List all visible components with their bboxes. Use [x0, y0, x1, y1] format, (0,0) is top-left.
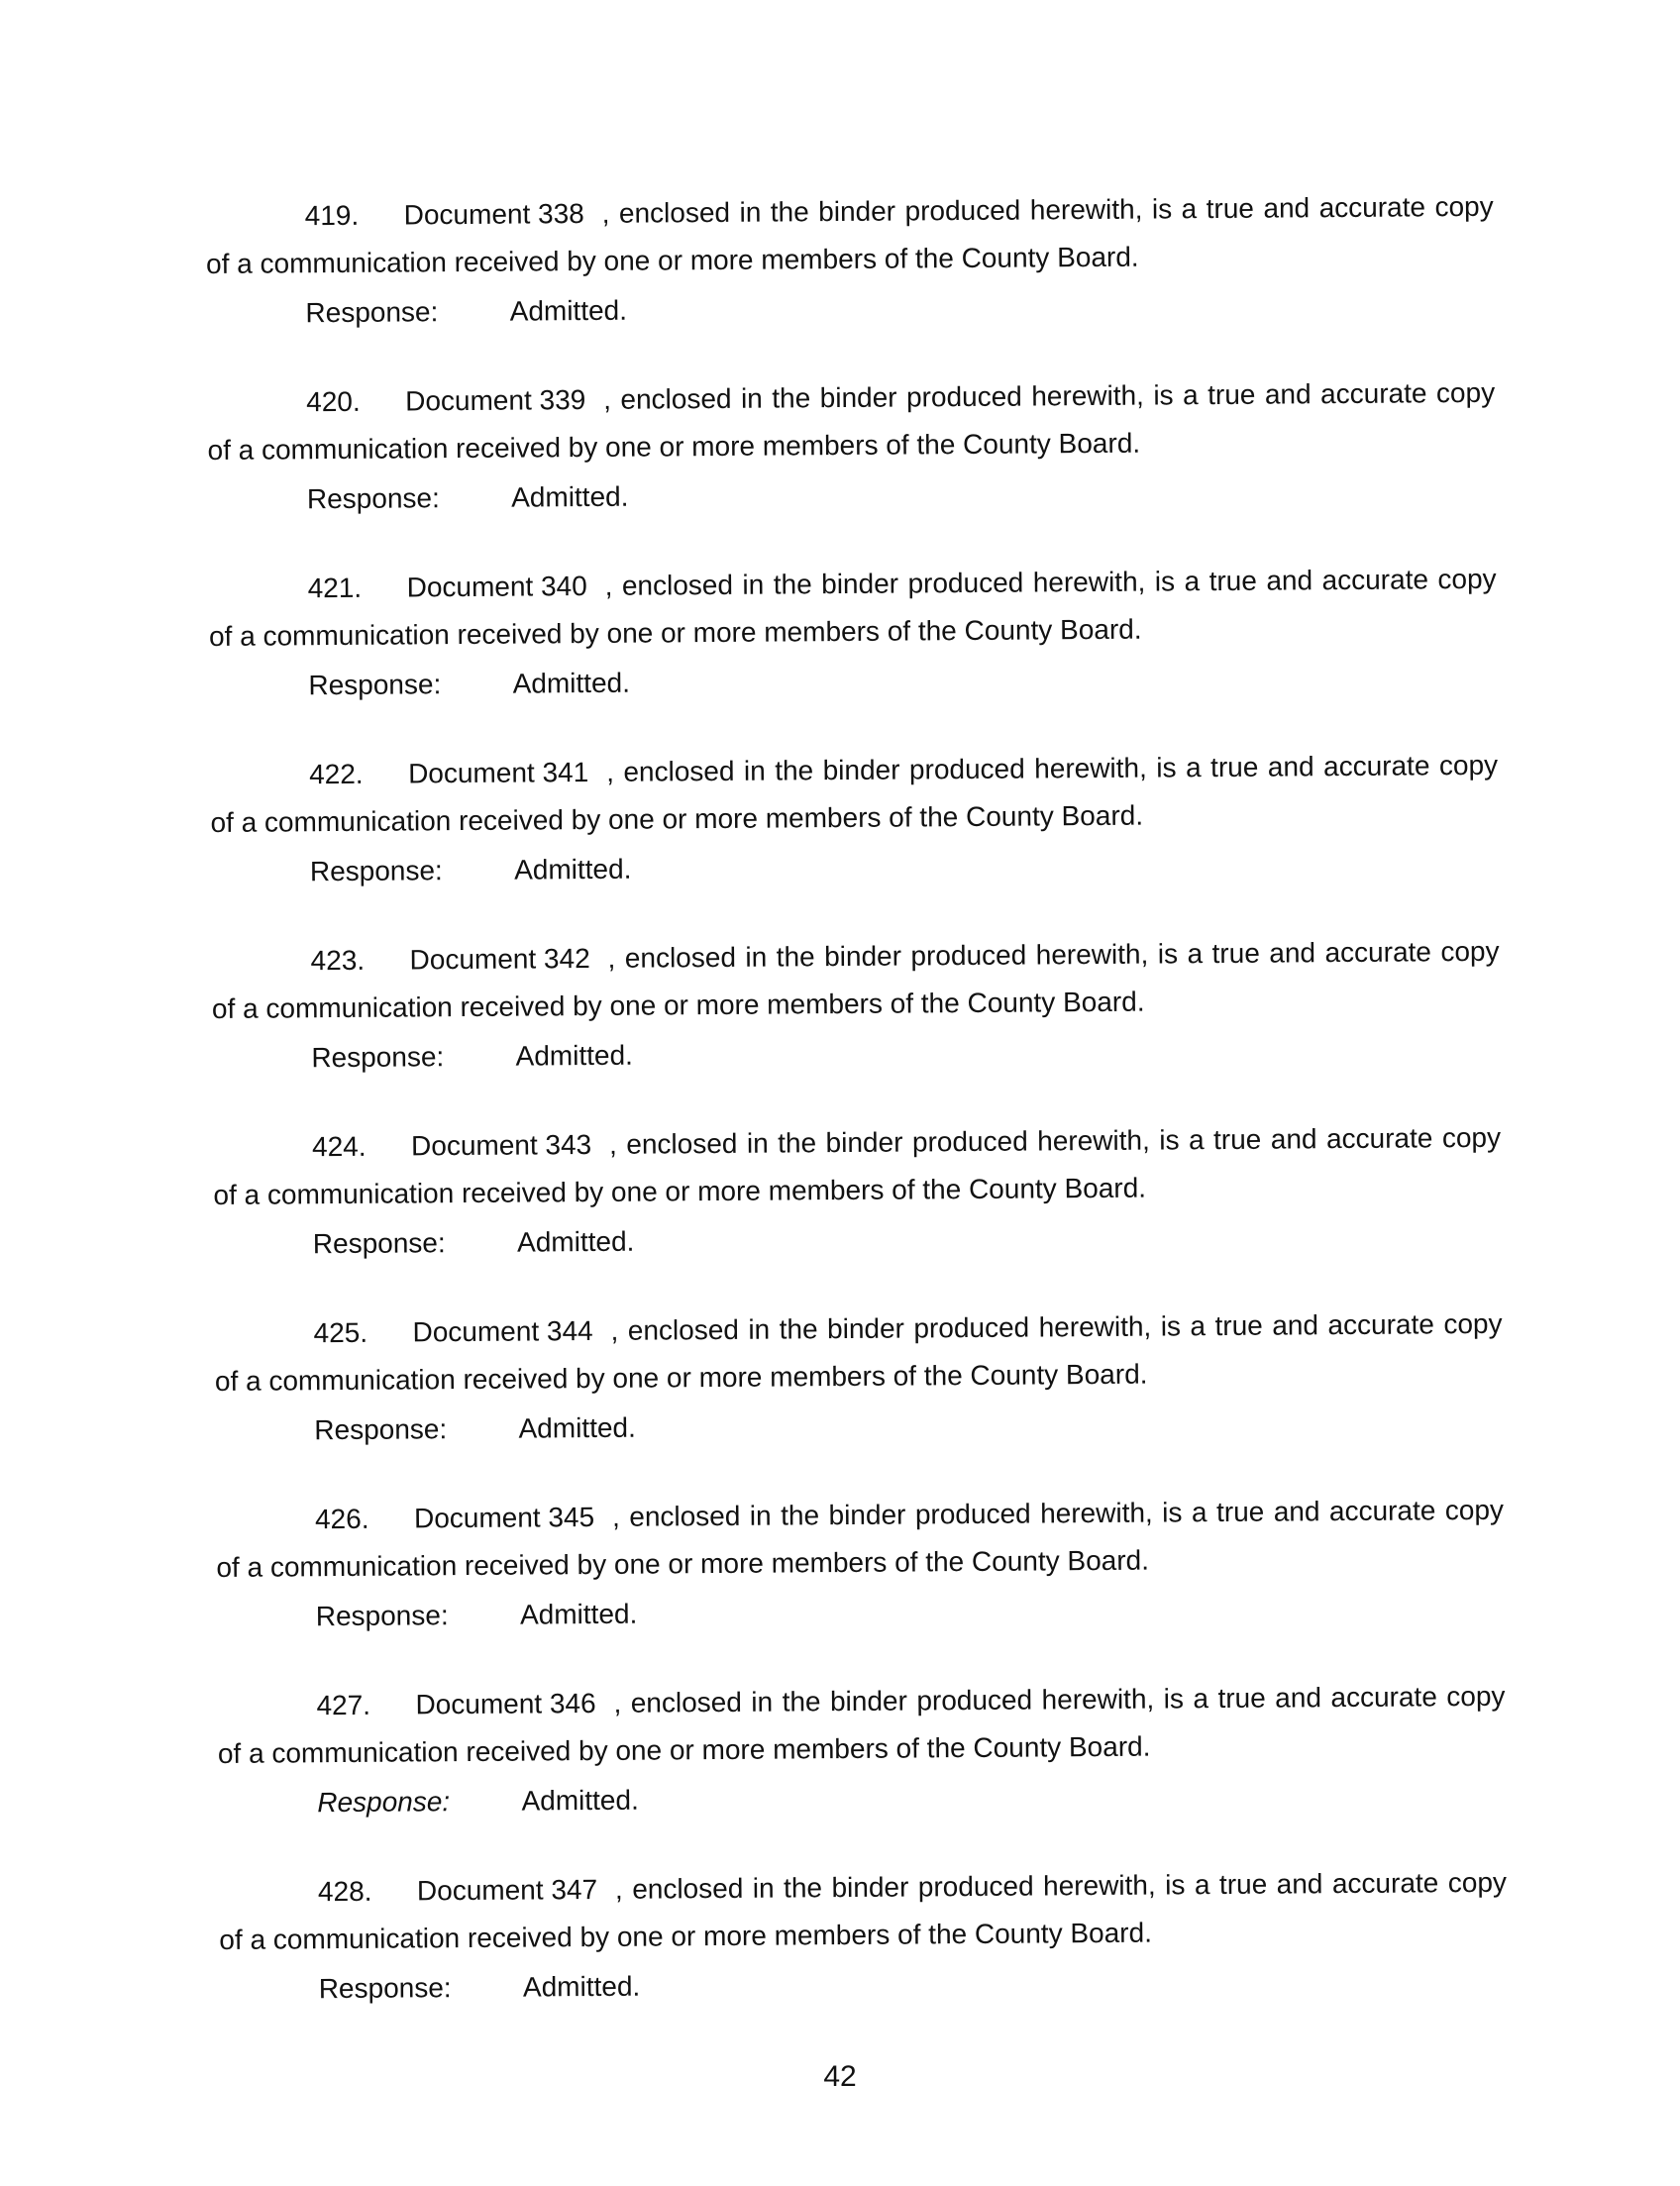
- response-line: [314, 1398, 1503, 1454]
- document-reference: Document 339: [405, 384, 586, 417]
- document-reference: Document 343: [410, 1129, 592, 1162]
- paragraph-continuation: of a communication received by one or more members of the County Board.: [207, 427, 1141, 467]
- response-value: Admitted.: [515, 1039, 633, 1072]
- response-label: Response:: [312, 1227, 446, 1260]
- response-line: [317, 1770, 1506, 1826]
- response-value: Admitted.: [509, 294, 628, 327]
- paragraph-number: 426.: [314, 1503, 369, 1535]
- paragraph-continuation: of a communication received by one or more members of the County Board.: [205, 241, 1139, 280]
- response-value: Admitted.: [512, 667, 631, 699]
- response-line: [316, 1584, 1505, 1640]
- response-value: Admitted.: [519, 1598, 638, 1630]
- document-reference: Document 341: [407, 757, 589, 789]
- paragraph-number: 423.: [310, 944, 366, 977]
- response-value: Admitted.: [521, 1784, 639, 1817]
- response-line: [313, 1211, 1502, 1268]
- paragraph-continuation: of a communication received by one or more members of the County Board.: [216, 1544, 1150, 1583]
- paragraph-text: , enclosed in the binder produced herewith, is a true and accurate copy: [601, 190, 1494, 229]
- paragraph-number: 424.: [311, 1130, 367, 1163]
- response-line: [305, 280, 1494, 337]
- document-reference: Document 344: [412, 1315, 593, 1348]
- paragraph-number: 425.: [313, 1316, 368, 1349]
- paragraph-text: , enclosed in the binder produced herewith, is a true and accurate copy: [613, 1680, 1506, 1718]
- paragraph-first-line: [217, 1673, 1505, 1730]
- paragraph-continuation: of a communication received by one or more members of the County Board.: [213, 1172, 1147, 1211]
- paragraph-text: , enclosed in the binder produced herewith, is a true and accurate copy: [604, 563, 1497, 601]
- document-reference: Document 338: [403, 198, 584, 231]
- response-label: Response:: [305, 296, 439, 329]
- paragraph-text: , enclosed in the binder produced herewith, is a true and accurate copy: [610, 1307, 1503, 1346]
- paragraph-continuation: of a communication received by one or more members of the County Board.: [217, 1730, 1151, 1769]
- paragraph-continuation: of a communication received by one or more members of the County Board.: [211, 986, 1145, 1025]
- response-line: [310, 839, 1499, 895]
- document-reference: Document 342: [409, 943, 590, 976]
- paragraph-first-line: [216, 1487, 1504, 1544]
- response-label: Response:: [309, 855, 443, 887]
- paragraph-421: [208, 556, 1497, 710]
- paragraph-number: 421.: [307, 572, 363, 604]
- paragraph-continuation: of a communication received by one or more members of the County Board.: [208, 613, 1142, 653]
- paragraph-426: [216, 1487, 1505, 1641]
- paragraph-425: [214, 1301, 1503, 1455]
- paragraph-continuation: of a communication received by one or more members of the County Board.: [210, 799, 1144, 839]
- response-label: Response:: [315, 1600, 449, 1632]
- paragraph-427: [217, 1673, 1506, 1827]
- paragraph-first-line: [214, 1301, 1502, 1358]
- paragraph-first-line: [213, 1114, 1501, 1172]
- response-label: Response:: [306, 482, 440, 515]
- response-line: [308, 653, 1497, 709]
- response-label: Response:: [318, 1972, 452, 2005]
- paragraph-first-line: [208, 556, 1496, 613]
- paragraph-424: [213, 1114, 1502, 1269]
- paragraph-first-line: [211, 928, 1499, 986]
- response-label: Response:: [308, 669, 442, 701]
- paragraph-first-line: [207, 369, 1495, 427]
- paragraph-number: 420.: [306, 385, 361, 418]
- paragraph-420: [207, 369, 1496, 524]
- response-line: [307, 467, 1496, 523]
- paragraph-number: 419.: [304, 199, 360, 232]
- paragraph-428: [219, 1859, 1508, 2014]
- paragraph-423: [211, 928, 1500, 1083]
- response-value: Admitted.: [522, 1970, 641, 2003]
- paragraph-419: [206, 183, 1495, 338]
- paragraph-number: 427.: [316, 1689, 371, 1721]
- response-value: Admitted.: [516, 1225, 635, 1258]
- response-value: Admitted.: [511, 480, 629, 513]
- document-reference: Document 346: [415, 1687, 596, 1720]
- paragraph-text: , enclosed in the binder produced herewith, is a true and accurate copy: [603, 376, 1496, 415]
- response-label: Response:: [317, 1786, 451, 1819]
- document-reference: Document 347: [416, 1873, 598, 1907]
- paragraph-text: , enclosed in the binder produced herewith, is a true and accurate copy: [608, 1121, 1502, 1160]
- paragraph-first-line: [219, 1859, 1507, 1917]
- document-reference: Document 340: [406, 571, 587, 603]
- paragraph-number: 422.: [309, 758, 364, 790]
- response-label: Response:: [311, 1041, 445, 1074]
- response-value: Admitted.: [518, 1411, 636, 1444]
- response-line: [319, 1956, 1508, 2013]
- response-label: Response:: [314, 1413, 448, 1446]
- paragraph-number: 428.: [317, 1875, 372, 1908]
- paragraph-text: , enclosed in the binder produced herewith, is a true and accurate copy: [607, 935, 1500, 974]
- document-reference: Document 345: [413, 1501, 595, 1534]
- paragraph-text: , enclosed in the binder produced herewith, is a true and accurate copy: [605, 749, 1499, 787]
- paragraph-text: , enclosed in the binder produced herewith, is a true and accurate copy: [611, 1494, 1505, 1532]
- paragraph-continuation: of a communication received by one or more members of the County Board.: [219, 1917, 1153, 1955]
- paragraph-continuation: of a communication received by one or more members of the County Board.: [214, 1358, 1148, 1397]
- paragraph-first-line: [206, 183, 1494, 241]
- paragraph-422: [210, 742, 1499, 896]
- page-number: 42: [823, 2060, 857, 2093]
- response-value: Admitted.: [513, 853, 632, 885]
- paragraph-text: , enclosed in the binder produced herewith, is a true and accurate copy: [614, 1866, 1508, 1905]
- paragraph-first-line: [210, 742, 1498, 799]
- response-line: [311, 1025, 1500, 1082]
